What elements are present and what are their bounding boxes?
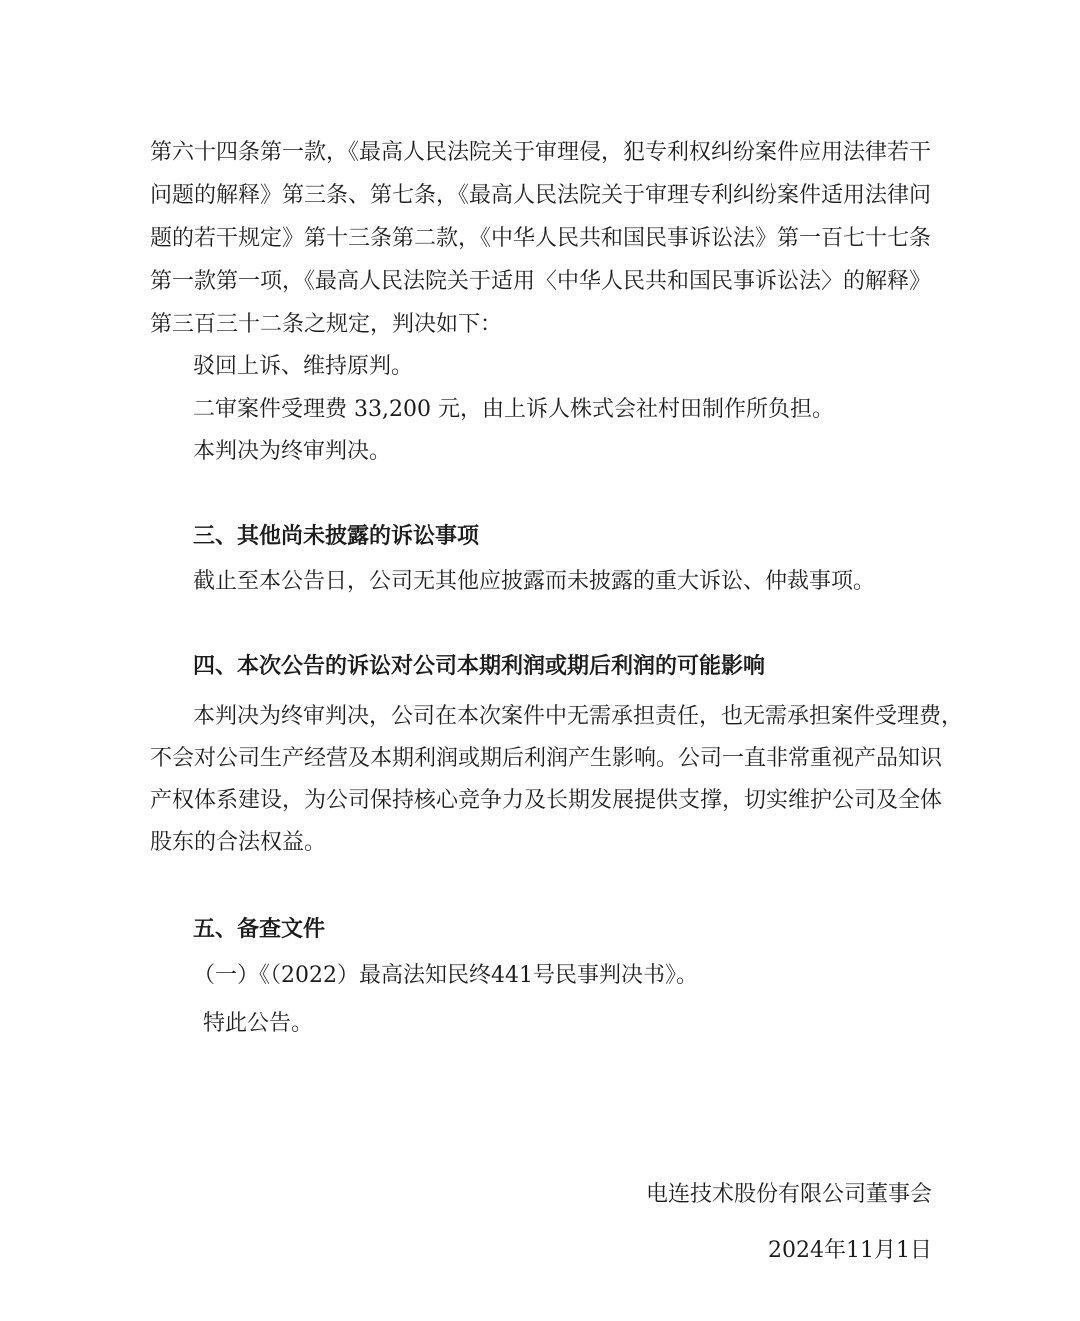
- section-4-line-3: 产权体系建设，为公司保持核心竞争力及长期发展提供支撑，切实维护公司及全体: [150, 788, 943, 813]
- judgment-fee: 二审案件受理费 33,200 元，由上诉人株式会社村田制作所负担。: [193, 397, 834, 422]
- section-3-title: 三、其他尚未披露的诉讼事项: [193, 523, 480, 549]
- signature-company: 电连技术股份有限公司董事会: [645, 1182, 932, 1207]
- paragraph-line-1: 第六十四条第一款，《最高人民法院关于审理侵，犯专利权纠纷案件应用法律若干: [150, 140, 932, 165]
- closing-statement: 特此公告。: [203, 1011, 314, 1036]
- section-4-line-1: 本判决为终审判决，公司在本次案件中无需承担责任，也无需承担案件受理费，: [193, 704, 964, 729]
- judgment-final: 本判决为终审判决。: [193, 439, 392, 464]
- section-5-title: 五、备查文件: [193, 916, 326, 942]
- paragraph-line-5: 第三百三十二条之规定，判决如下：: [150, 312, 503, 337]
- signature-date: 2024年11月1日: [768, 1238, 932, 1263]
- paragraph-line-2: 问题的解释》第三条、第七条，《最高人民法院关于审理专利纠纷案件适用法律问: [150, 183, 932, 208]
- section-4-line-4: 股东的合法权益。: [150, 830, 327, 855]
- paragraph-line-3: 题的若干规定》第十三条第二款，《中华人民共和国民事诉讼法》第一百七十七条: [150, 226, 932, 251]
- judgment-dismiss: 驳回上诉、维持原判。: [193, 354, 414, 379]
- section-4-title: 四、本次公告的诉讼对公司本期利润或期后利润的可能影响: [193, 653, 766, 679]
- reference-document: （一）《（2022）最高法知民终441号民事判决书》。: [193, 963, 698, 988]
- section-4-line-2: 不会对公司生产经营及本期利润或期后利润产生影响。公司一直非常重视产品知识: [150, 746, 943, 771]
- section-3-body: 截止至本公告日，公司无其他应披露而未披露的重大诉讼、仲裁事项。: [193, 569, 876, 594]
- paragraph-line-4: 第一款第一项，《最高人民法院关于适用〈中华人民共和国民事诉讼法〉的解释》: [150, 269, 932, 294]
